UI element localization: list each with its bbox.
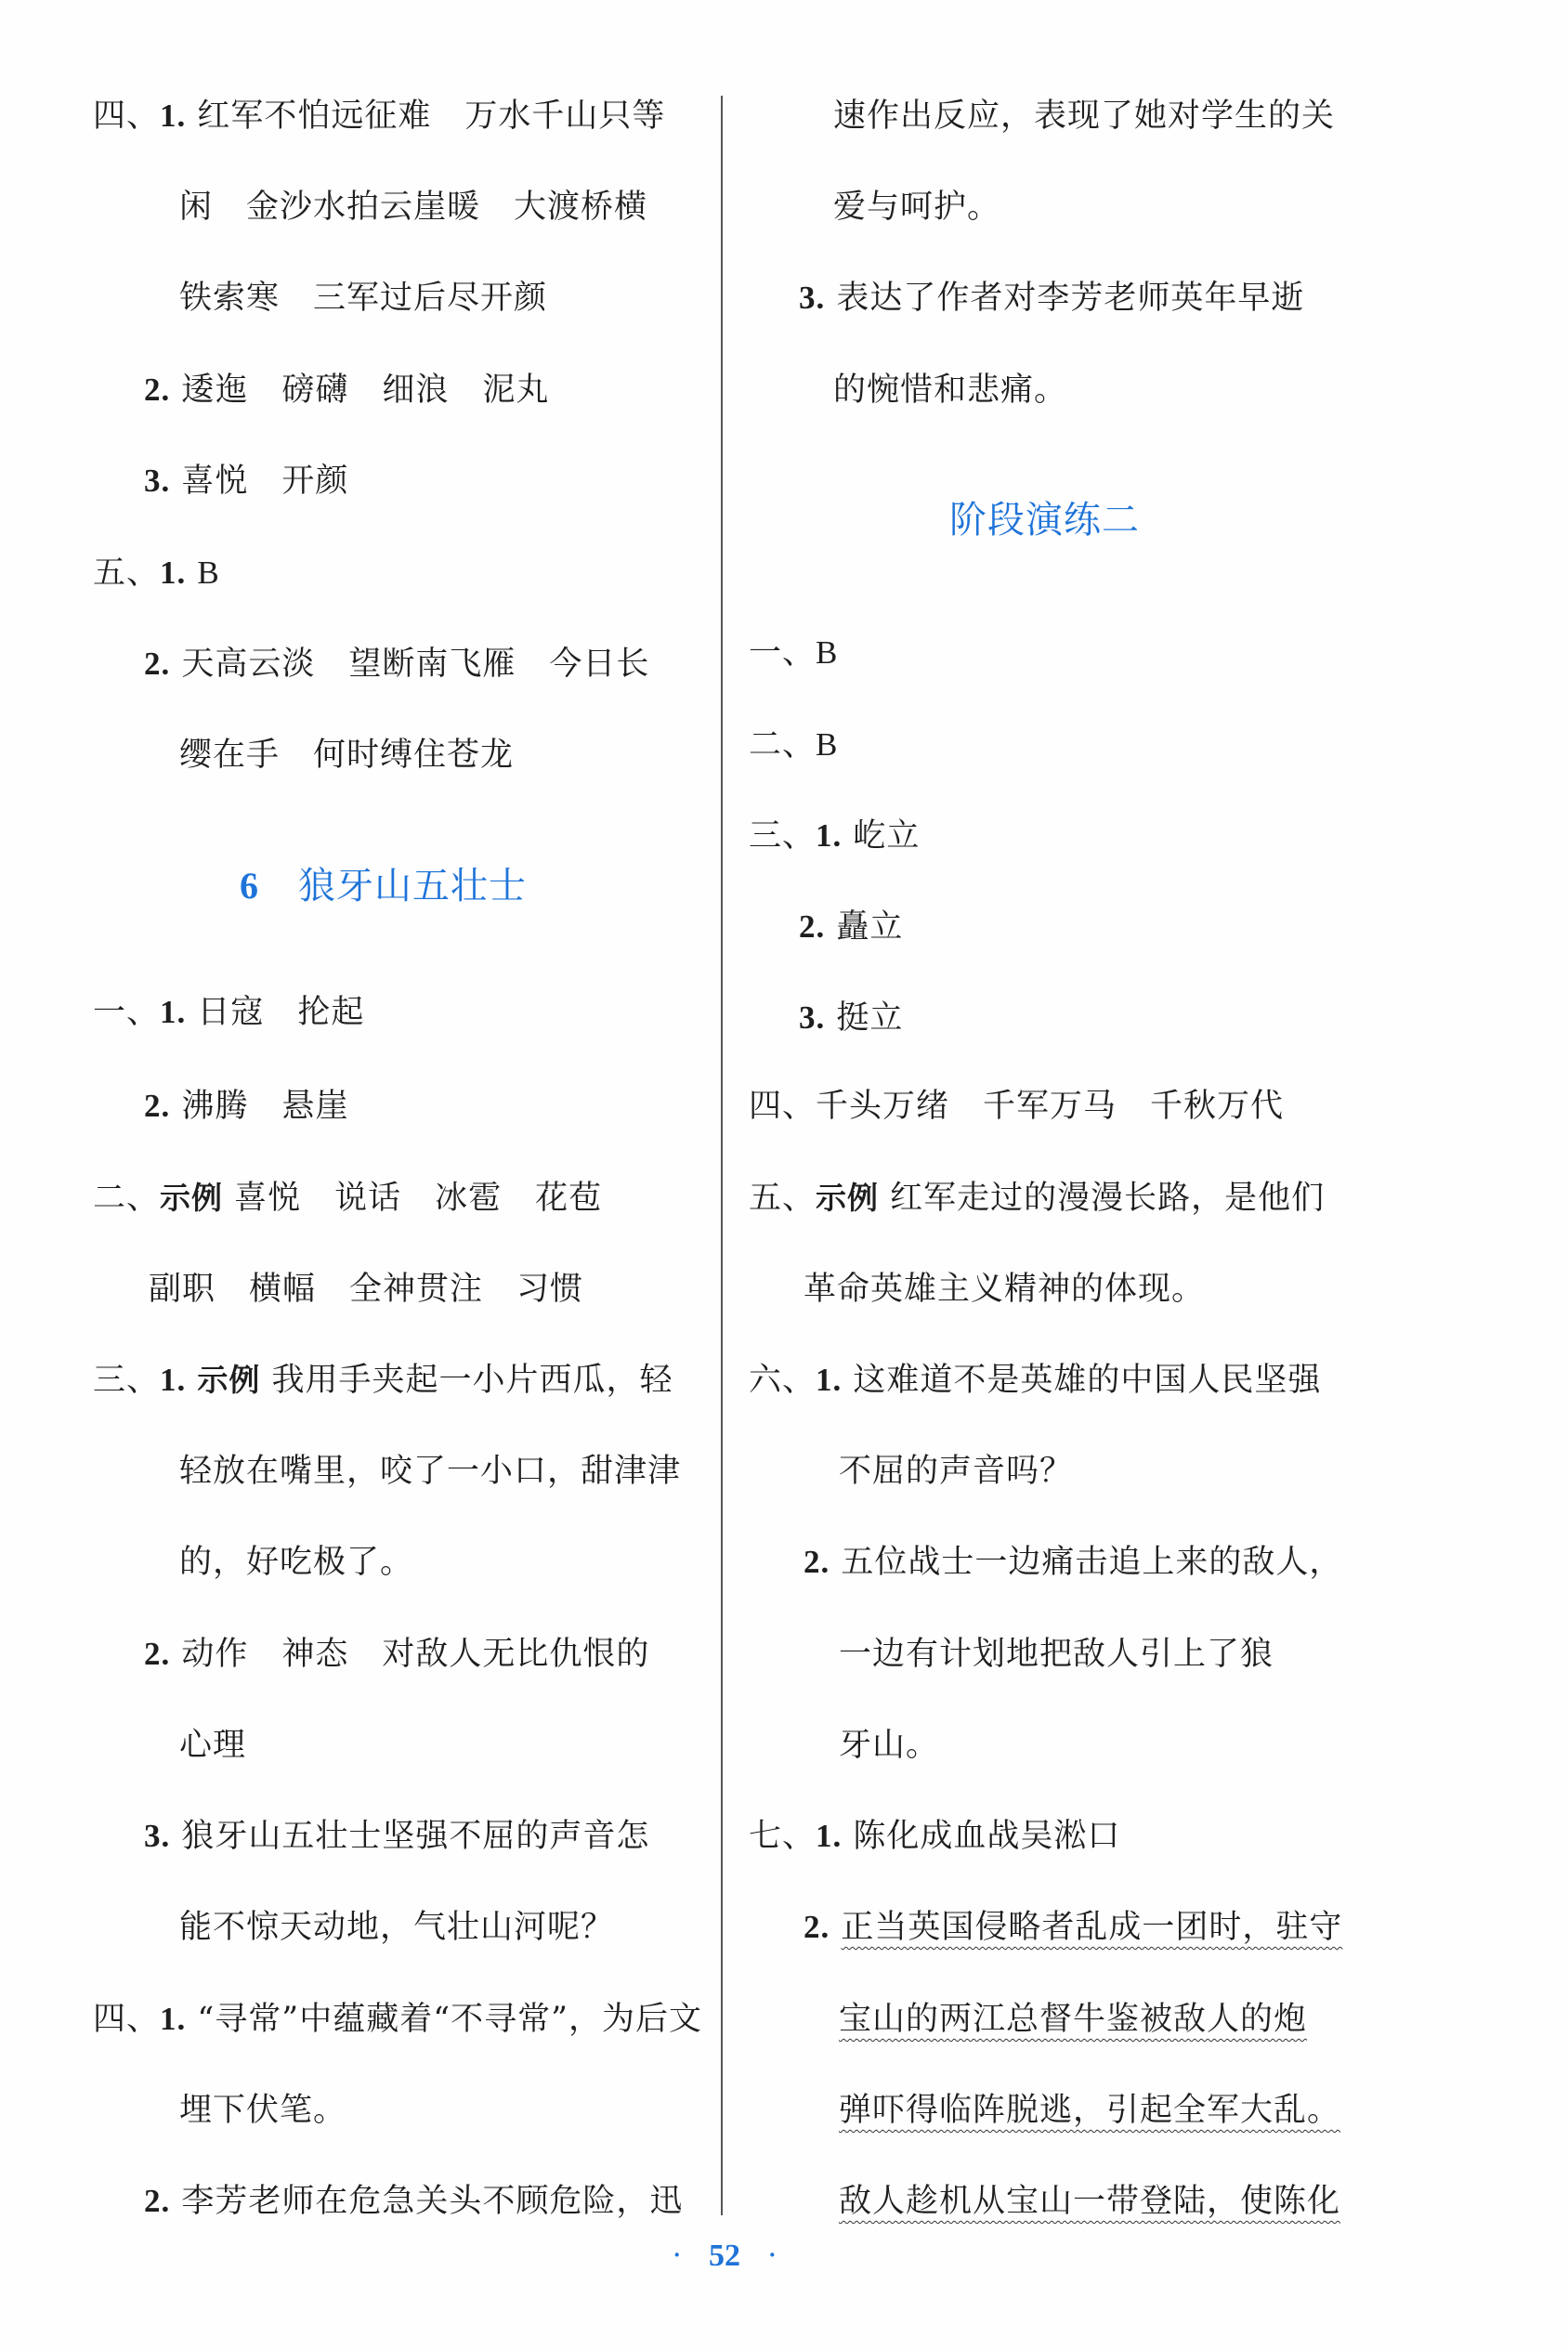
answer-line xyxy=(93,93,665,139)
answer-text: 一边有计划地把敌人引上了狼 xyxy=(839,1636,1274,1673)
answer-line xyxy=(144,1083,348,1129)
answer-line xyxy=(839,1448,1073,1495)
answer-line xyxy=(749,1083,1284,1129)
answer-text: 心理 xyxy=(179,1727,247,1764)
answer-text-wavy-underlined: 宝山的两江总督牛鉴被敌人的炮 xyxy=(839,2001,1308,2038)
example-label: 示例 xyxy=(160,1180,224,1216)
answer-text: 动作 神态 对敌人无比仇恨的 xyxy=(181,1636,650,1673)
page-number-value: 52 xyxy=(709,2239,740,2273)
answer-text: 喜悦 开颜 xyxy=(181,463,349,500)
answer-line xyxy=(749,1175,1325,1221)
answer-line xyxy=(833,93,1335,139)
answer-text: 爱与呵护。 xyxy=(833,189,1001,226)
question-prefix: 五、 xyxy=(749,1180,817,1217)
answer-text: 陈化成血战吴淞口 xyxy=(853,1818,1121,1855)
answer-text: 日寇 抡起 xyxy=(197,994,365,1031)
answer-line xyxy=(144,1631,649,1678)
answer-line xyxy=(839,1631,1274,1678)
answer-text: 能不惊天动地，气壮山河呢？ xyxy=(179,1909,615,1946)
answer-line xyxy=(749,1813,1120,1860)
lesson-title: 狼牙山五壮士 xyxy=(298,865,527,907)
answer-line xyxy=(804,1904,1342,1951)
answer-text: 逶迤 磅礴 细浪 泥丸 xyxy=(181,372,550,409)
answer-text: 我用手夹起一小片西瓜，轻 xyxy=(271,1362,673,1399)
answer-text-wavy-underlined: 弹吓得临阵脱逃，引起全军大乱。 xyxy=(839,2092,1341,2129)
answer-line xyxy=(93,1357,673,1403)
item-number: 1. xyxy=(816,1362,843,1398)
example-label: 示例 xyxy=(816,1180,880,1216)
answer-line xyxy=(833,367,1067,413)
answer-text: B xyxy=(816,634,839,671)
question-prefix: 四、 xyxy=(93,98,161,135)
answer-line xyxy=(839,1996,1307,2043)
answer-text: 表达了作者对李芳老师英年早逝 xyxy=(836,280,1305,317)
answer-line xyxy=(144,1813,649,1860)
answer-line xyxy=(749,630,838,676)
item-number: 2. xyxy=(144,1088,171,1124)
answer-text: 副职 横幅 全神贯注 习惯 xyxy=(149,1271,584,1308)
item-number: 2. xyxy=(804,1544,830,1580)
item-number: 2. xyxy=(144,2183,171,2219)
item-number: 2. xyxy=(799,908,826,945)
answer-line xyxy=(179,2087,346,2134)
answer-text: 铁索寒 三军过后尽开颜 xyxy=(179,280,548,317)
answer-line xyxy=(93,1175,602,1221)
item-number: 2. xyxy=(144,372,171,408)
question-prefix: 一、 xyxy=(93,994,161,1031)
answer-line xyxy=(93,550,220,596)
answer-line xyxy=(804,1539,1342,1586)
answer-line xyxy=(144,2178,683,2225)
question-prefix: 四、 xyxy=(749,1088,817,1125)
answer-text: 屹立 xyxy=(853,817,921,855)
item-number: 1. xyxy=(816,1818,843,1854)
answer-text: B xyxy=(816,726,839,763)
answer-line xyxy=(179,275,547,321)
item-number: 3. xyxy=(799,999,826,1036)
question-prefix: 二、 xyxy=(93,1180,161,1217)
item-number: 3. xyxy=(144,1818,171,1854)
question-prefix: 三、 xyxy=(93,1362,161,1399)
answer-text: 不屈的声音吗？ xyxy=(839,1453,1074,1490)
answer-text: 天高云淡 望断南飞雁 今日长 xyxy=(181,646,650,683)
question-prefix: 六、 xyxy=(749,1362,817,1399)
answer-text: 矗立 xyxy=(836,908,904,946)
answer-line xyxy=(144,367,549,413)
example-label: 示例 xyxy=(197,1362,261,1398)
page-number-dot-left: · xyxy=(673,2241,681,2268)
question-prefix: 七、 xyxy=(749,1818,817,1855)
item-number: 1. xyxy=(160,994,187,1030)
answer-text: 这难道不是英雄的中国人民坚强 xyxy=(853,1362,1322,1399)
answer-line xyxy=(749,722,838,768)
answer-line xyxy=(93,1996,702,2043)
answer-line xyxy=(149,1266,583,1312)
item-number: 1. xyxy=(160,98,187,134)
answer-line xyxy=(839,2178,1340,2225)
answer-text: 狼牙山五壮士坚强不屈的声音怎 xyxy=(181,1818,650,1855)
answer-line xyxy=(749,1357,1321,1403)
item-number: 2. xyxy=(144,1636,171,1672)
answer-line xyxy=(179,1539,413,1586)
answer-line xyxy=(799,995,903,1041)
section-title-text: 阶段演练二 xyxy=(949,499,1140,542)
answer-text-wavy-underlined: 敌人趁机从宝山一带登陆，使陈化 xyxy=(839,2183,1341,2220)
answer-line xyxy=(179,184,647,230)
answer-text: “寻常”中蕴藏着“不寻常”，为后文 xyxy=(197,2001,702,2038)
answer-text: 红军走过的漫漫长路，是他们 xyxy=(890,1180,1326,1217)
answer-line xyxy=(179,732,514,778)
page-number-dot-right: · xyxy=(768,2241,777,2268)
item-number: 1. xyxy=(160,2001,187,2037)
section-title-lesson-6 xyxy=(240,860,527,912)
lesson-number: 6 xyxy=(240,865,259,907)
answer-line xyxy=(144,641,649,687)
answer-text: 的，好吃极了。 xyxy=(179,1544,414,1581)
question-prefix: 五、 xyxy=(93,555,161,592)
answer-line xyxy=(179,1904,614,1951)
answer-text: 千头万绪 千军万马 千秋万代 xyxy=(816,1088,1285,1125)
answer-line xyxy=(179,1722,246,1769)
answer-text: 的惋惜和悲痛。 xyxy=(833,372,1068,409)
answer-line xyxy=(833,184,1000,230)
question-prefix: 二、 xyxy=(749,726,817,764)
column-divider xyxy=(721,96,723,2215)
question-prefix: 四、 xyxy=(93,2001,161,2038)
answer-text: 挺立 xyxy=(836,999,904,1037)
item-number: 1. xyxy=(160,555,187,591)
answer-line xyxy=(749,813,920,859)
answer-text: 李芳老师在危急关头不顾危险，迅 xyxy=(181,2183,684,2220)
question-prefix: 一、 xyxy=(749,634,817,672)
item-number: 3. xyxy=(799,280,826,316)
answer-text: 五位战士一边痛击追上来的敌人， xyxy=(841,1544,1343,1581)
answer-text: 埋下伏笔。 xyxy=(179,2092,347,2129)
item-number: 3. xyxy=(144,463,171,499)
answer-line xyxy=(179,1448,681,1495)
answer-text: 速作出反应，表现了她对学生的关 xyxy=(833,98,1336,135)
answer-text: 牙山。 xyxy=(839,1727,940,1764)
page-number xyxy=(0,2239,1449,2274)
item-number: 2. xyxy=(144,646,171,682)
answer-line xyxy=(144,458,348,504)
item-number: 1. xyxy=(816,817,843,854)
answer-text: B xyxy=(197,555,220,591)
answer-text: 缨在手 何时缚住苍龙 xyxy=(179,737,515,774)
question-prefix: 三、 xyxy=(749,817,817,855)
answer-text: 轻放在嘴里，咬了一小口，甜津津 xyxy=(179,1453,682,1490)
answer-text: 红军不怕远征难 万水千山只等 xyxy=(197,98,666,135)
answer-line xyxy=(804,1266,1205,1312)
answer-line xyxy=(799,275,1304,321)
answer-text: 闲 金沙水拍云崖暖 大渡桥横 xyxy=(179,189,648,226)
item-number: 1. xyxy=(160,1362,187,1398)
answer-text: 喜悦 说话 冰雹 花苞 xyxy=(234,1180,603,1217)
answer-text-wavy-underlined: 正当英国侵略者乱成一团时，驻守 xyxy=(841,1909,1343,1946)
answer-text: 革命英雄主义精神的体现。 xyxy=(804,1271,1206,1308)
answer-text: 沸腾 悬崖 xyxy=(181,1088,349,1125)
answer-line xyxy=(839,2087,1340,2134)
answer-line xyxy=(799,904,903,950)
answer-line xyxy=(839,1722,939,1769)
answer-line xyxy=(93,989,364,1036)
section-title-stage-practice-2 xyxy=(949,494,1140,546)
item-number: 2. xyxy=(804,1909,830,1945)
